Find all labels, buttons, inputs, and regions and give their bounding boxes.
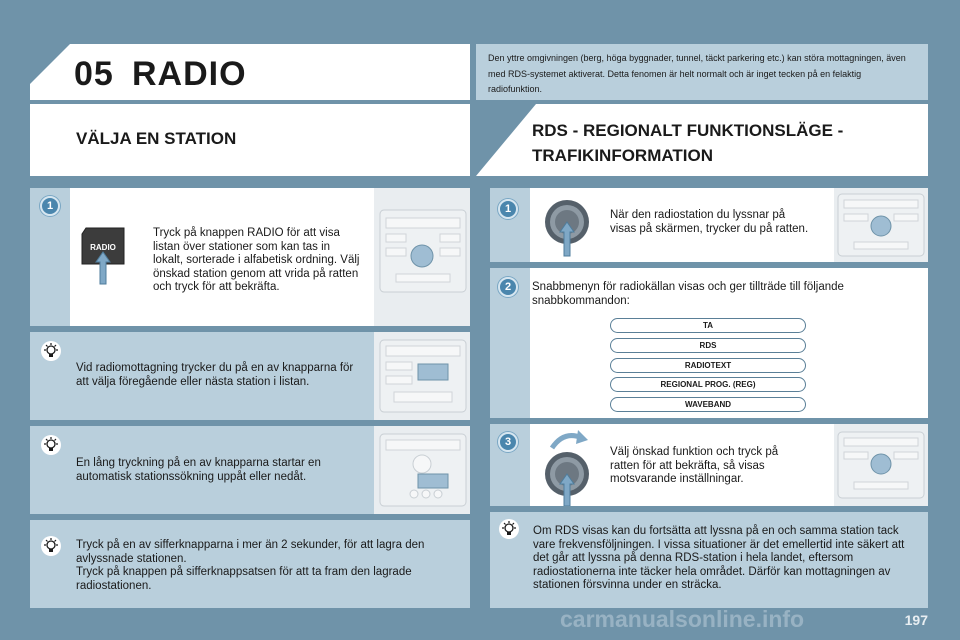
page-number: 197 bbox=[904, 612, 928, 628]
knob-push-icon bbox=[542, 196, 592, 263]
radio-panel-thumbnail bbox=[374, 188, 470, 326]
menu-item-ta: TA bbox=[610, 318, 806, 333]
radio-button-label: RADIO bbox=[90, 243, 116, 252]
menu-item-regional-prog: REGIONAL PROG. (REG) bbox=[610, 377, 806, 392]
right-step3-text: Välj önskad funktion och tryck på ratten för att bekräfta, så visas motsvarande inställningar. bbox=[610, 446, 779, 485]
reception-note: Den yttre omgivningen (berg, höga byggnader, tunnel, täckt parkering etc.) kan störa mottagningen, även med RDS-systemet aktiverat. Detta fenomen är helt normalt och är inget tecken på en felaktig radiofunktion. bbox=[476, 44, 928, 100]
step-badge: 3 bbox=[498, 432, 518, 452]
radio-panel-thumbnail bbox=[834, 424, 928, 506]
step-badge: 2 bbox=[498, 277, 518, 297]
tip-icon bbox=[40, 340, 62, 367]
step-badge: 1 bbox=[40, 196, 60, 216]
chapter-title: RADIO bbox=[132, 55, 247, 93]
radio-panel-thumbnail bbox=[374, 332, 470, 420]
tip-icon bbox=[498, 518, 520, 545]
radio-panel-thumbnail bbox=[374, 426, 470, 514]
menu-item-waveband: WAVEBAND bbox=[610, 397, 806, 412]
tip-icon bbox=[40, 434, 62, 461]
chapter-number: 05 bbox=[74, 55, 114, 93]
radio-button-icon bbox=[80, 226, 126, 266]
knob-turn-push-icon bbox=[542, 426, 602, 511]
right-section-title: RDS - REGIONALT FUNKTIONSLÄGE - TRAFIKINFORMATION bbox=[532, 121, 844, 165]
step-badge: 1 bbox=[498, 199, 518, 219]
menu-item-radiotext: RADIOTEXT bbox=[610, 358, 806, 373]
left-step1-text: Tryck på knappen RADIO för att visa listan över stationer som kan tas in lokalt, sorterade i alfabetisk ordning. Välj önskad station genom att vrida på ratten och tryck för att bekräfta. bbox=[153, 227, 360, 293]
right-step2-text: Snabbmenyn för radiokällan visas och ger tillträde till följande snabbkommandon: bbox=[532, 281, 844, 307]
left-tip1-text: Vid radiomottagning trycker du på en av knapparna för att välja föregående eller nästa station i listan. bbox=[76, 362, 354, 388]
right-tip-text: Om RDS visas kan du fortsätta att lyssna på en och samma station tack vare frekvensföljningen. I vissa situationer är det emellertid inte säkert att det går att lyssna på denna RDS-station i hela landet, eftersom radiostationerna inte täcker hela området. Därför kan mottagningen av stationen försvinna under en sträcka. bbox=[533, 525, 905, 591]
menu-item-rds: RDS bbox=[610, 338, 806, 353]
radio-panel-thumbnail bbox=[834, 188, 928, 262]
right-step1-text: När den radiostation du lyssnar på visas på skärmen, trycker du på ratten. bbox=[610, 209, 809, 235]
left-tip2-text: En lång tryckning på en av knapparna startar en automatisk stationssökning uppåt eller nedåt. bbox=[76, 457, 321, 483]
left-tip3-text: Tryck på en av sifferknapparna i mer än 2 sekunder, för att lagra den avlyssnade stationen. Tryck på knappen på sifferknappsatsen för att ta fram den lagrade radiostationen. bbox=[76, 539, 425, 592]
watermark: carmanualsonline.info bbox=[560, 606, 805, 632]
left-section-title: VÄLJA EN STATION bbox=[76, 129, 237, 148]
tip-icon bbox=[40, 535, 62, 562]
